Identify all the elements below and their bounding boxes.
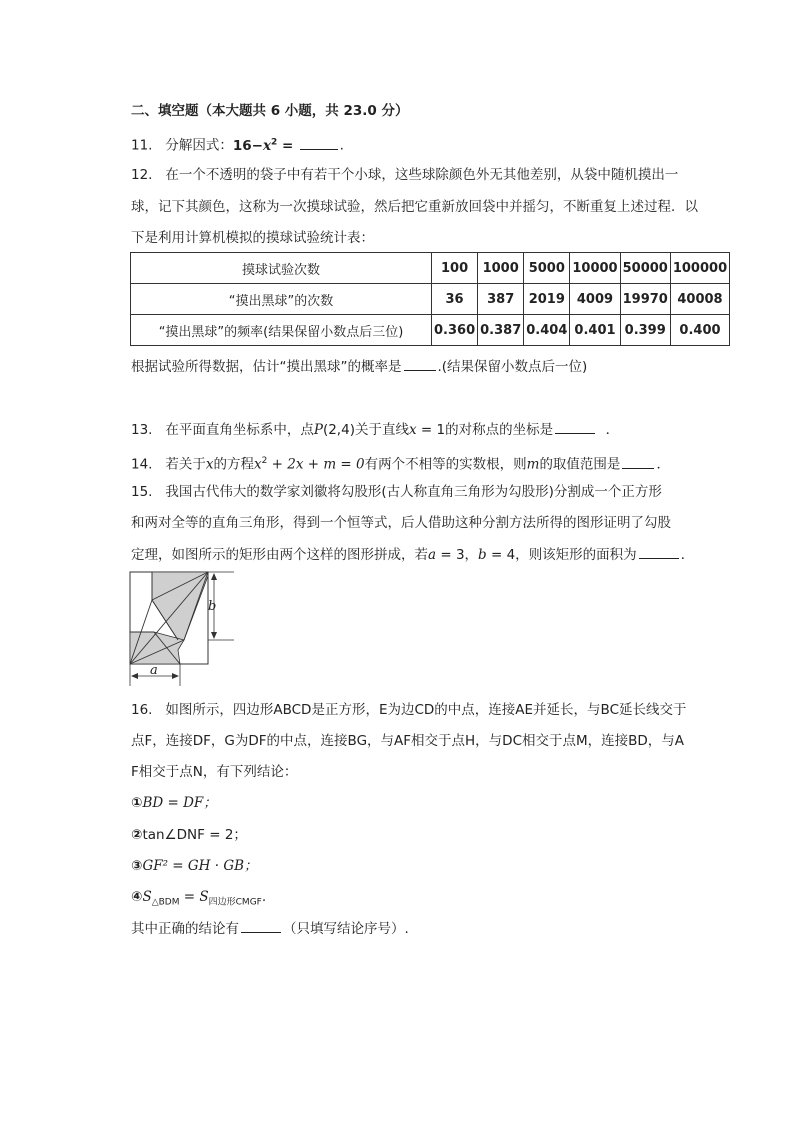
conclusion-2: ②tan∠DNF = 2；	[131, 827, 247, 843]
table-cell: “摸出黑球”的次数	[131, 284, 432, 315]
fig-label-a: a	[150, 663, 158, 678]
q13-number: 13.	[131, 422, 153, 438]
table-cell: 0.360	[432, 315, 478, 346]
question-12-after: 根据试验所得数据，估计“摸出黑球”的概率是 .(结果保留小数点后一位)	[131, 359, 588, 375]
question-14: 14. 若关于x的方程$x^2 + 2x + m = 0$有两个不相等的实数根，则m的取值范围是 ．	[131, 456, 670, 473]
table-cell: 5000	[524, 253, 570, 284]
table-row	[131, 315, 730, 346]
experiment-table	[130, 252, 730, 346]
table-cell: 0.400	[670, 315, 729, 346]
table-cell: 摸球试验次数	[131, 253, 432, 284]
table-cell: 36	[432, 284, 478, 315]
question-11: 11. 分解因式：$16-x^2$ = .	[131, 137, 344, 154]
table-cell: 40008	[670, 284, 729, 315]
q16-number: 16.	[131, 702, 153, 718]
question-12-line1: 12. 在一个不透明的袋子中有若干个小球，这些球除颜色外无其他差别，从袋中随机摸出一	[131, 167, 679, 183]
q15-number: 15.	[131, 484, 153, 500]
table-cell: 50000	[620, 253, 670, 284]
q11-expr: $16-x^2$ =	[232, 137, 294, 154]
table-cell: 4009	[570, 284, 620, 315]
question-12-line2: 球，记下其颜色，这称为一次摸球试验，然后把它重新放回袋中并摇匀，不断重复上述过程．以	[131, 199, 698, 215]
conclusion-4: $④S_{\triangle BDM} = S_{四边形CMGF}$.	[131, 889, 267, 908]
q14-answer-blank[interactable]	[622, 455, 654, 469]
table-cell: 2019	[524, 284, 570, 315]
table-cell: “摸出黑球”的频率(结果保留小数点后三位)	[131, 315, 432, 346]
rectangle-figure	[128, 570, 240, 688]
table-cell: 10000	[570, 253, 620, 284]
question-16-line3: F相交于点N，有下列结论：	[131, 764, 298, 780]
q11-answer-blank[interactable]	[300, 136, 338, 150]
fig-label-b: b	[208, 599, 217, 614]
table-cell: 0.387	[478, 315, 524, 346]
table-row	[131, 284, 730, 315]
q11-number: 11.	[131, 137, 153, 154]
question-16-line1: 16. 如图所示，四边形ABCD是正方形，E为边CD的中点，连接AE并延长，与BC延长线交于	[131, 702, 687, 718]
question-15-line3: 定理，如图所示的矩形由两个这样的图形拼成，若a = 3，b = 4，则该矩形的面积为 ．	[131, 547, 695, 563]
q15-answer-blank[interactable]	[639, 545, 679, 559]
q11-text: 分解因式：	[165, 137, 233, 154]
conclusion-3: ③GF² = GH · GB；	[131, 858, 258, 874]
table-cell: 100	[432, 253, 478, 284]
q13-answer-blank[interactable]	[555, 420, 595, 434]
q16-answer-blank[interactable]	[241, 919, 281, 933]
table-row	[131, 253, 730, 284]
q12-answer-blank[interactable]	[404, 357, 436, 371]
section-title: 二、填空题（本大题共 6 小题，共 23.0 分）	[131, 103, 409, 119]
q14-number: 14.	[131, 456, 153, 473]
question-16-line2: 点F，连接DF，G为DF的中点，连接BG，与AF相交于点H，与DC相交于点M，连接BD，与A	[131, 733, 685, 749]
table-cell: 0.401	[570, 315, 620, 346]
question-13: 13. 在平面直角坐标系中，点P(2,4)关于直线x = 1的对称点的坐标是 ．	[131, 422, 620, 438]
question-12-line3: 下是利用计算机模拟的摸球试验统计表：	[131, 230, 374, 246]
table-cell: 0.399	[620, 315, 670, 346]
question-16-tail: 其中正确的结论有 （只填写结论序号）.	[131, 921, 409, 937]
table-cell: 0.404	[524, 315, 570, 346]
question-15-line1: 15. 我国古代伟大的数学家刘徽将勾股形(古人称直角三角形为勾股形)分割成一个正方形	[131, 484, 662, 500]
conclusion-1: ①BD = DF；	[131, 795, 217, 811]
q12-number: 12.	[131, 167, 153, 183]
table-cell: 100000	[670, 253, 729, 284]
table-cell: 387	[478, 284, 524, 315]
table-cell: 19970	[620, 284, 670, 315]
table-cell: 1000	[478, 253, 524, 284]
question-15-line2: 和两对全等的直角三角形，得到一个恒等式，后人借助这种分割方法所得的图形证明了勾股	[131, 515, 671, 531]
